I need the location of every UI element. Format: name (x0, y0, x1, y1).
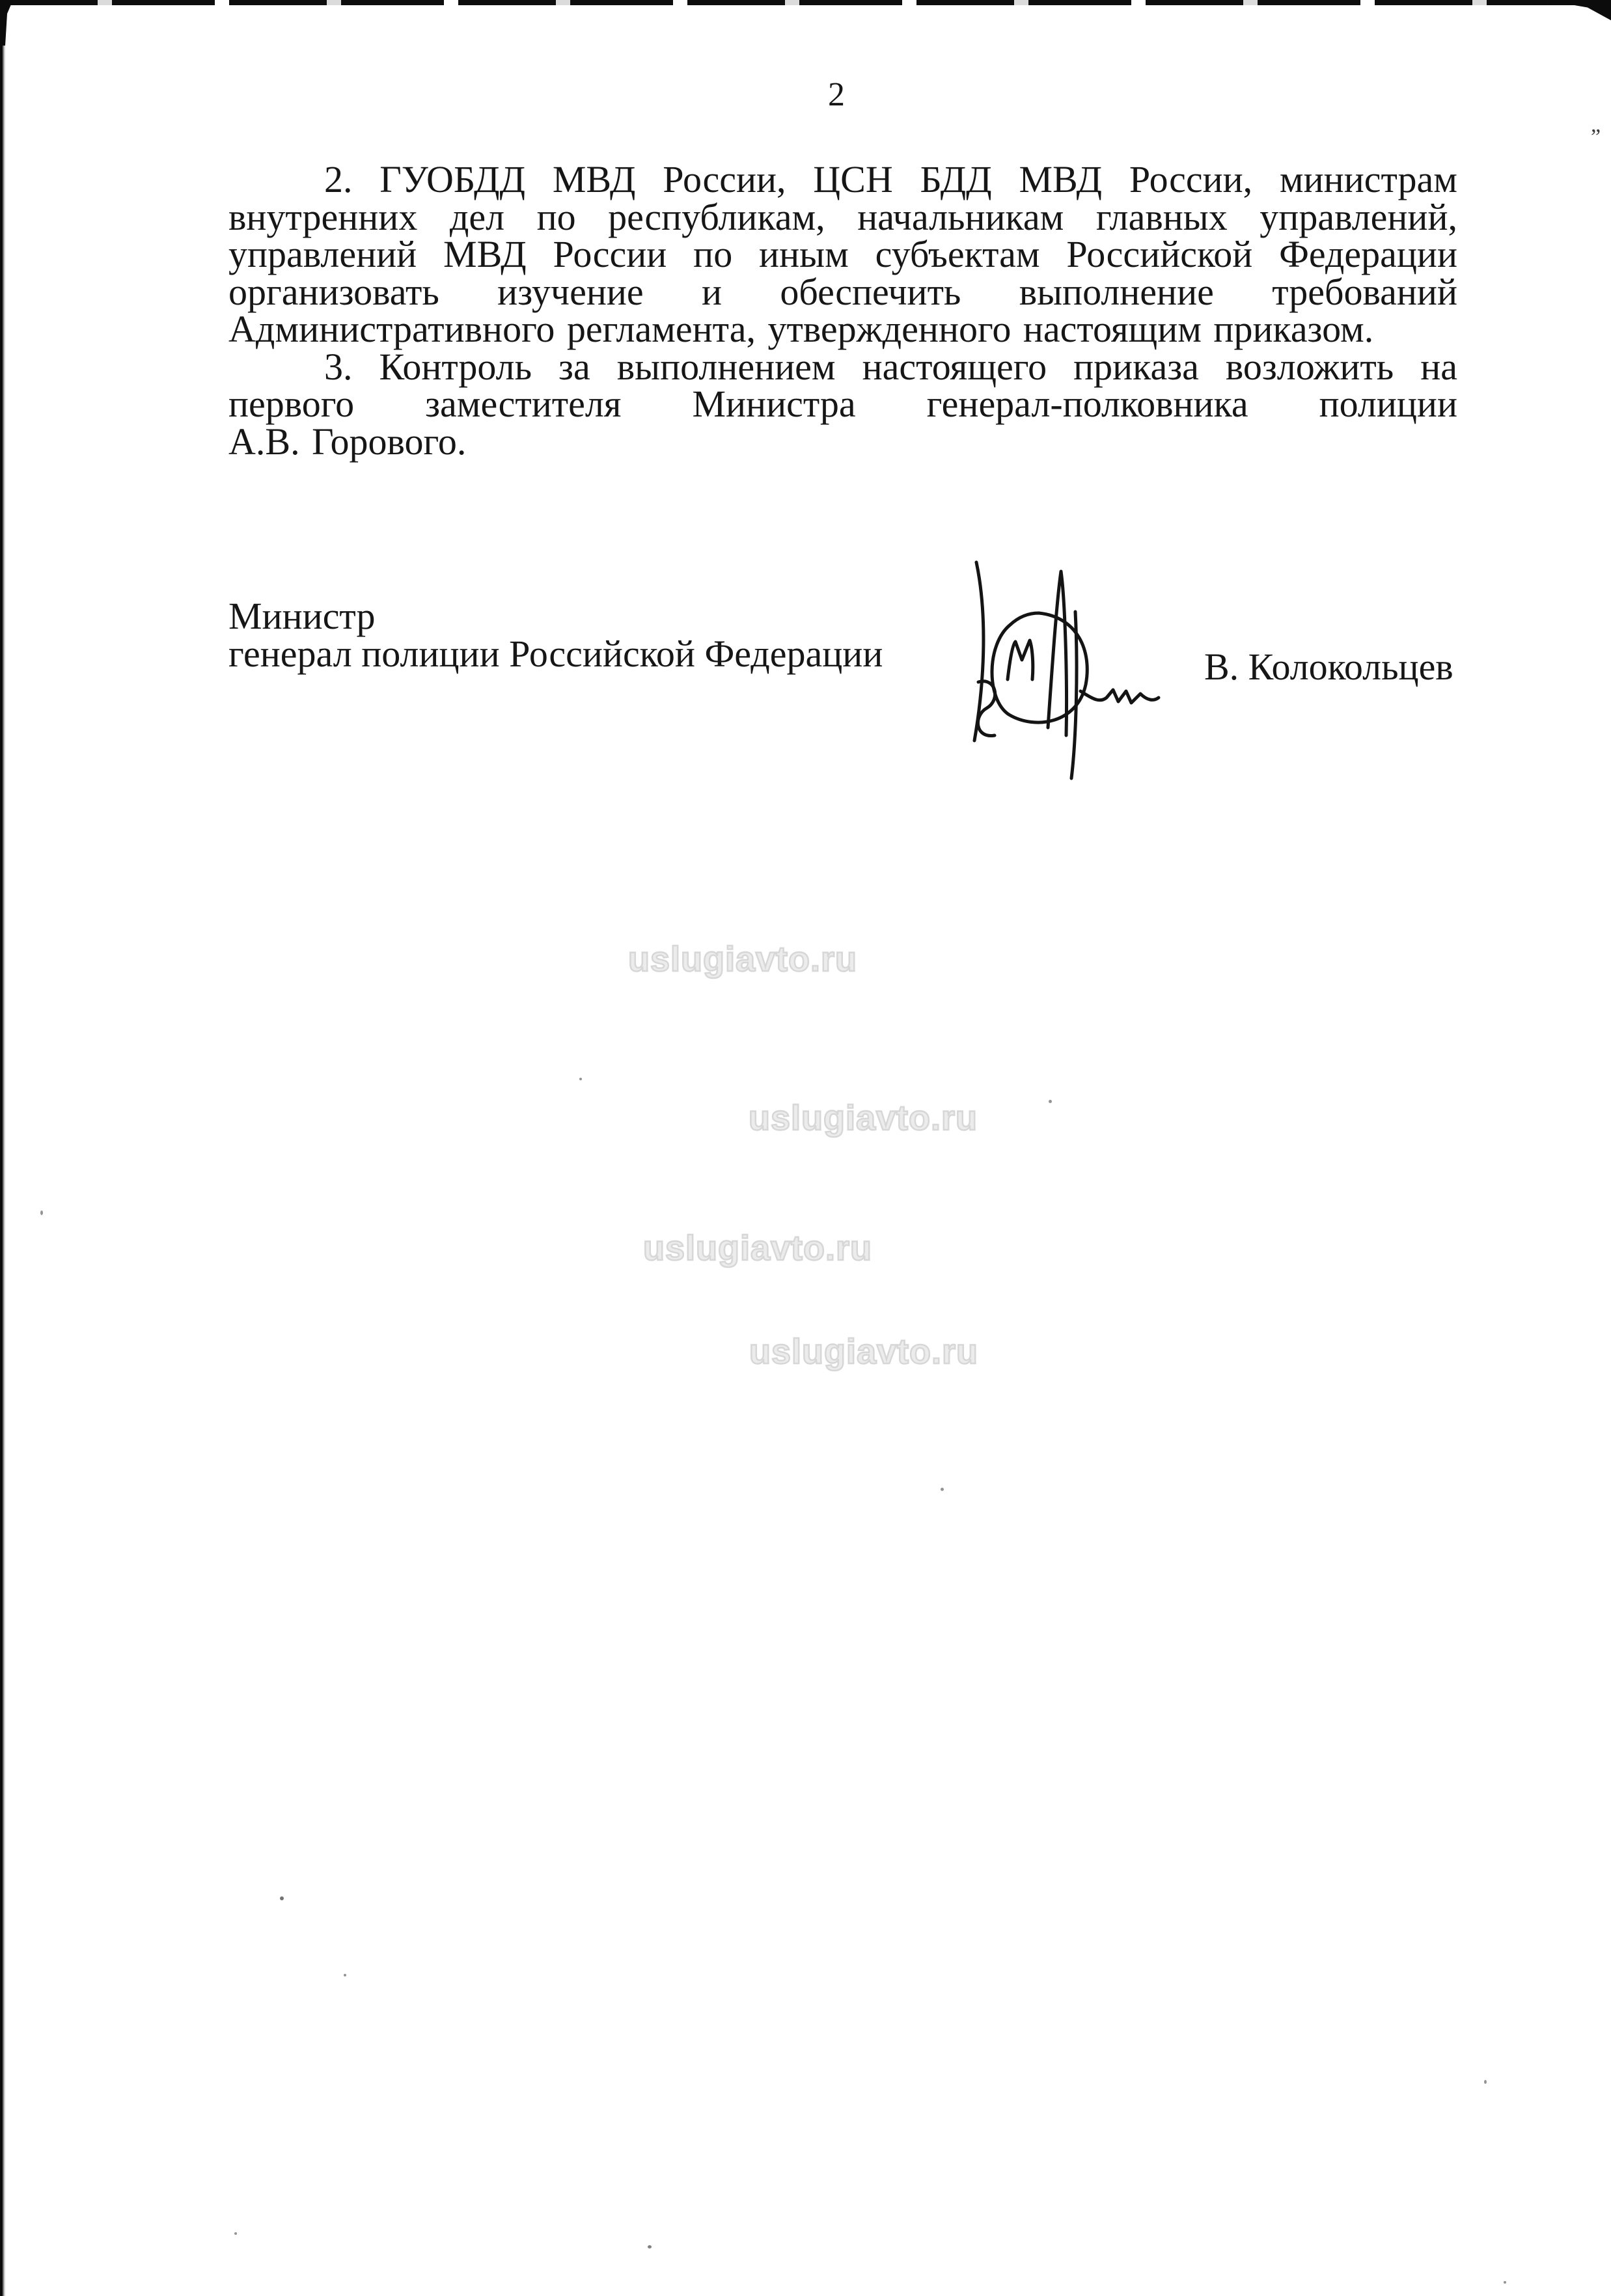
scan-speckle (1504, 2281, 1506, 2284)
text-line: 3. Контроль за выполнением настоящего приказа возложить на (324, 345, 1457, 388)
corner-mark: ” (1591, 125, 1602, 149)
scan-speckle (1484, 2080, 1487, 2084)
scan-speckle (648, 2245, 652, 2248)
watermark-text: uslugiavto.ru (748, 1099, 978, 1138)
scan-speckle (1049, 1100, 1052, 1103)
text-line: управлений МВД России по иным субъектам Российской Федерации (228, 233, 1457, 275)
scan-speckle (40, 1210, 43, 1215)
scan-artifact-top-edge (0, 0, 1611, 5)
scan-speckle (344, 1974, 346, 1976)
scan-artifact-left-edge (0, 0, 6, 2296)
signature-title-block (228, 595, 883, 675)
paragraph-3 (228, 345, 1457, 463)
scan-speckle (579, 1078, 582, 1080)
text-line: Административного регламента, утвержденного настоящим приказом. (228, 308, 1374, 350)
scan-speckle (234, 2232, 237, 2235)
text-line: 2. ГУОБДД МВД России, ЦСН БДД МВД России, министрам (324, 158, 1457, 200)
text-line: организовать изучение и обеспечить выполнение требований (228, 270, 1457, 313)
text-line: внутренних дел по республикам, начальникам главных управлений, (228, 195, 1457, 238)
text-line: А.В. Горового. (228, 420, 467, 463)
paragraph-2 (228, 158, 1457, 350)
handwritten-signature-icon (950, 550, 1185, 797)
watermark-text: uslugiavto.ru (749, 1332, 979, 1371)
scan-artifact-top-left-blob (0, 0, 13, 46)
document-body (228, 158, 1457, 463)
minister-title-line: Министр (228, 595, 376, 637)
scan-speckle (941, 1488, 944, 1491)
watermark-text: uslugiavto.ru (627, 940, 858, 979)
watermark-text: uslugiavto.ru (642, 1229, 873, 1268)
text-line: первого заместителя Министра генерал-полковника полиции (228, 383, 1457, 425)
page-number: 2 (828, 76, 845, 113)
scan-speckle (280, 1896, 284, 1900)
minister-title-line: генерал полиции Российской Федерации (228, 632, 883, 675)
signer-name: В. Колокольцев (1204, 646, 1453, 688)
